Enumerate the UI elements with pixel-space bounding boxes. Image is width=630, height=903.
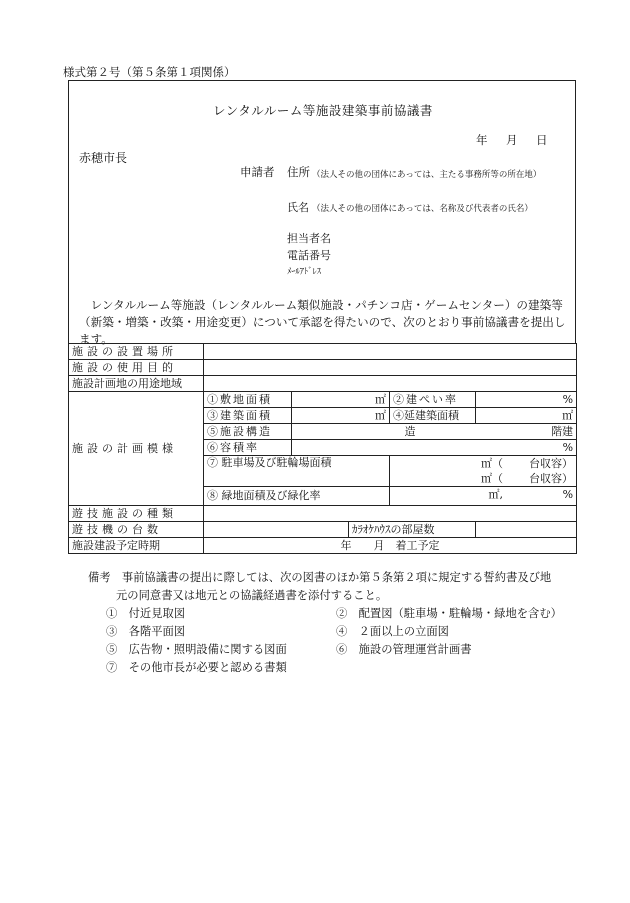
field-karaoke[interactable]	[476, 522, 577, 538]
label-structure: ⑤施設構造	[204, 424, 292, 440]
field-building-area[interactable]	[292, 408, 390, 424]
row-location	[69, 344, 577, 360]
note-item: ② 配置図（駐車場・駐輪場・緑地を含む）	[336, 607, 562, 620]
row-amusement	[69, 506, 577, 522]
unit-sqm-open: ㎡（	[481, 471, 503, 485]
row-site-area	[69, 392, 577, 408]
unit-sqm: ㎡	[375, 392, 386, 406]
email-label: ﾒｰﾙｱﾄﾞﾚｽ	[287, 267, 322, 277]
unit-zo: 造	[404, 424, 416, 438]
field-machine-count[interactable]	[204, 522, 349, 538]
unit-vehicles: 台収容）	[529, 471, 574, 485]
label-karaoke: ｶﾗｵｹﾊｳｽの部屋数	[349, 522, 476, 538]
row-purpose	[69, 360, 577, 376]
unit-sqm-open: ㎡（	[481, 456, 503, 470]
addressee: 赤穂市長	[79, 151, 128, 165]
label-schedule: 施設建設予定時期	[69, 538, 204, 554]
field-purpose[interactable]	[204, 360, 577, 376]
field-green[interactable]	[390, 487, 577, 503]
field-schedule[interactable]: 年 月 着工予定	[204, 538, 577, 554]
field-parking-1[interactable]	[390, 456, 577, 472]
field-location[interactable]	[204, 344, 577, 360]
applicant-label: 申請者	[240, 165, 275, 179]
unit-percent: %	[562, 392, 574, 406]
note-item: ④ ２面以上の立面図	[336, 625, 449, 638]
row-machines	[69, 522, 577, 538]
label-building-area: ③建築面積	[204, 408, 292, 424]
label-parking: ⑦ 駐車場及び駐輪場面積	[204, 456, 390, 487]
unit-sqm: ㎡	[562, 408, 574, 422]
contact-label: 担当者名	[287, 232, 331, 245]
unit-vehicles: 台収容）	[529, 456, 574, 470]
date-year: 年	[476, 133, 488, 147]
address-label: 住所	[287, 165, 310, 179]
label-machine-count: 遊技機の台数	[69, 522, 204, 538]
notes-label: 備考	[88, 571, 111, 584]
unit-sqm: ㎡	[375, 408, 386, 422]
unit-percent: %	[562, 440, 574, 454]
note-item: ① 付近見取図	[106, 607, 186, 620]
field-far[interactable]	[292, 440, 577, 456]
name-label: 氏名	[287, 201, 309, 214]
label-zoning: 施設計画地の用途地域	[69, 376, 204, 392]
notes-text-1: 事前協議書の提出に際しては、次の図書のほか第５条第２項に規定する誓約書及び地	[121, 571, 552, 584]
date-month: 月	[506, 133, 518, 147]
label-far: ⑥容積率	[204, 440, 292, 456]
date-day: 日	[536, 133, 548, 147]
field-parking-2[interactable]	[390, 471, 577, 487]
label-amusement-types: 遊技施設の種類	[69, 506, 204, 522]
field-floor-area[interactable]	[476, 408, 577, 424]
label-coverage: ②建ぺい率	[390, 392, 476, 408]
name-note: （法人その他の団体にあっては、名称及び代表者の氏名）	[312, 204, 533, 214]
note-item: ⑥ 施設の管理運営計画書	[336, 643, 472, 656]
label-location: 施設の設置場所	[69, 344, 204, 360]
notes	[88, 569, 562, 677]
body-text: レンタルルーム等施設（レンタルルーム類似施設・パチンコ店・ゲームセンター）の建築等（新築・増築・改築・用途変更）について承認を得たいので、次のとおり事前協議書を提出します。	[79, 298, 566, 346]
label-site-area: ①敷地面積	[204, 392, 292, 408]
field-coverage[interactable]	[476, 392, 577, 408]
field-amusement-types[interactable]	[204, 506, 577, 522]
plan-table	[68, 343, 577, 554]
document-title: レンタルルーム等施設建築事前協議書	[213, 103, 433, 118]
form-id: 様式第２号（第５条第１項関係）	[63, 65, 236, 79]
note-item: ⑤ 広告物・照明設備に関する図面	[106, 643, 287, 656]
label-plan-scale: 施設の計画模様	[69, 392, 204, 506]
label-green: ⑧ 緑地面積及び緑化率	[204, 487, 390, 506]
field-zoning[interactable]	[204, 376, 577, 392]
row-zoning	[69, 376, 577, 392]
label-purpose: 施設の使用目的	[69, 360, 204, 376]
unit-kaidate: 階建	[551, 424, 574, 438]
phone-label: 電話番号	[287, 249, 331, 262]
note-item: ⑦ その他市長が必要と認める書類	[106, 661, 287, 674]
unit-percent: %	[562, 487, 574, 501]
application-header-box	[68, 80, 576, 346]
row-schedule	[69, 538, 577, 554]
address-note: （法人その他の団体にあっては、主たる事務所等の所在地）	[312, 170, 542, 180]
field-structure[interactable]	[292, 424, 577, 440]
unit-sqm-comma: ㎡,	[488, 487, 503, 501]
note-item: ③ 各階平面図	[106, 625, 186, 638]
field-site-area[interactable]	[292, 392, 390, 408]
notes-text-2: 元の同意書又は地元との協議経過書を添付すること。	[116, 589, 388, 602]
label-floor-area: ④延建築面積	[390, 408, 476, 424]
